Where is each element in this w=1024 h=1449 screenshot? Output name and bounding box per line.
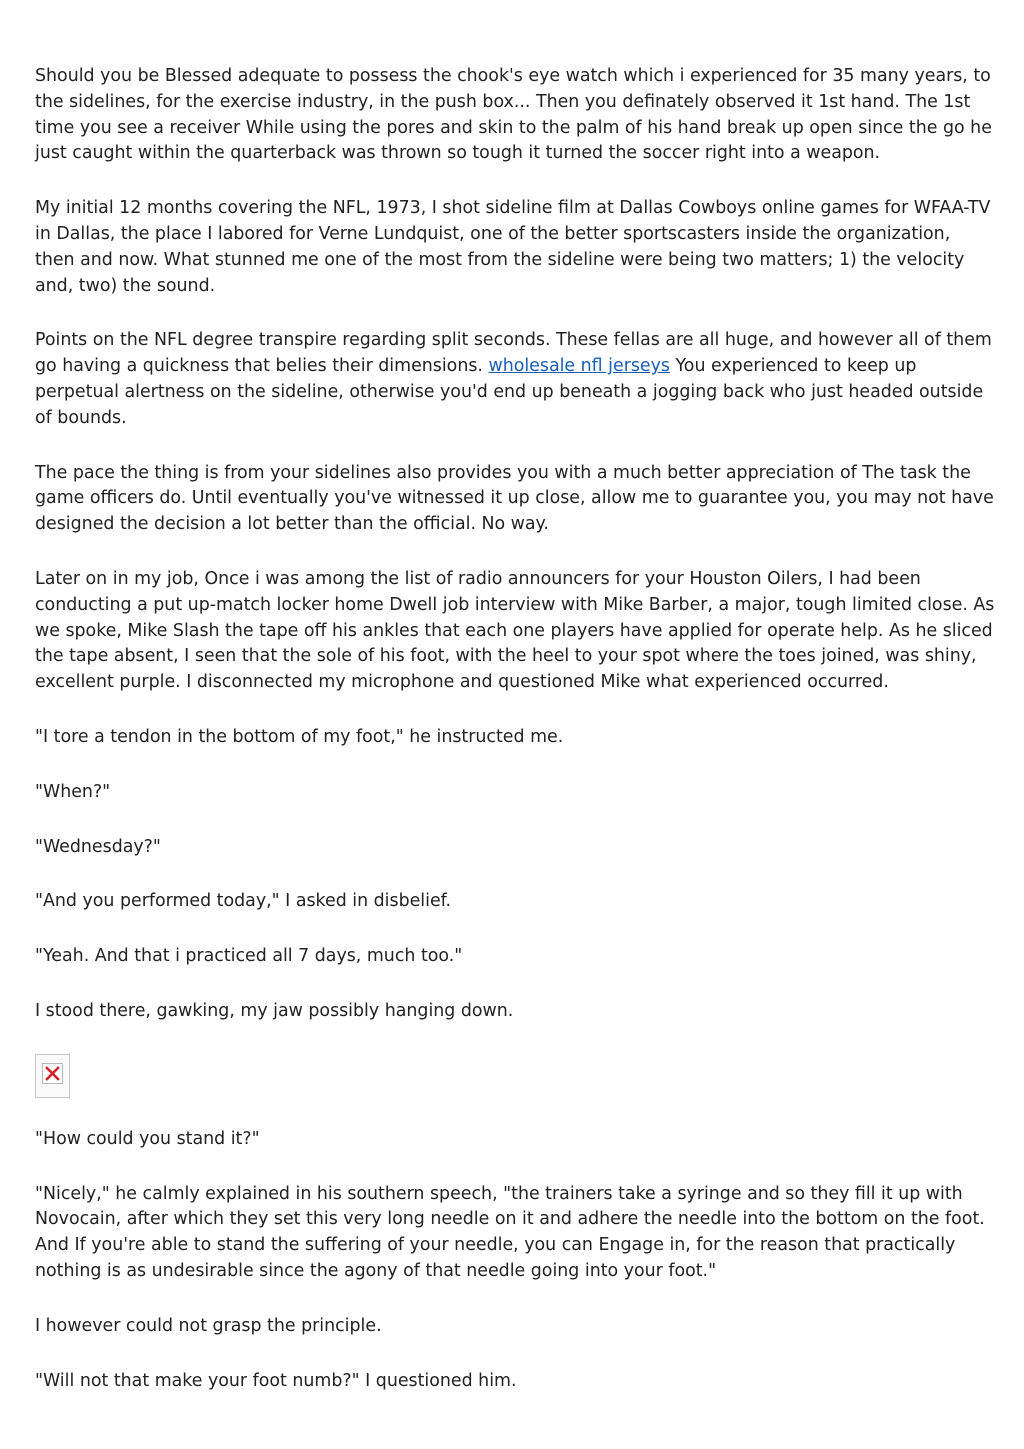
broken-image-icon — [35, 1054, 70, 1098]
quote-tore-tendon: "I tore a tendon in the bottom of my foot," he instructed me. — [35, 726, 564, 747]
paragraph-4: The pace the thing is from your sidelines also provides you with a much better appreciation of The task the game officers do. Until eventually you've witnessed it up close, allow me to guarantee you, you may not have designed the decision a lot better than the official. No way. — [35, 462, 994, 535]
paragraph-1: Should you be Blessed adequate to possess the chook's eye watch which i experienced for 35 many years, to the sidelines, for the exercise industry, in the push box... Then you definately observed it 1st hand. The 1st time you see a receiver While using the pores and skin to the palm of his hand break up open since the go he just caught within the quarterback was thrown so tough it turned the soccer right into a weapon. — [35, 66, 992, 164]
quote-practiced: "Yeah. And that i practiced all 7 days, much too." — [35, 946, 463, 967]
paragraph-2: My initial 12 months covering the NFL, 1973, I shot sideline film at Dallas Cowboys online games for WFAA-TV in Dallas, the place I labored for Verne Lundquist, one of the better sportscasters inside the organization, then and now. What stunned me one of the most from the sideline were being two matters; 1) the velocity and, two) the sound. — [35, 198, 991, 296]
paragraph-stood-there: I stood there, gawking, my jaw possibly hanging down. — [35, 1000, 514, 1021]
wholesale-nfl-jerseys-link[interactable]: wholesale nfl jerseys — [488, 356, 670, 377]
paragraph-3 — [35, 328, 995, 431]
paragraph-grasp-principle: I however could not grasp the principle. — [35, 1315, 382, 1336]
paragraph-3-after: You experienced to keep up perpetual alertness on the sideline, otherwise you'd end up beneath a jogging back who just headed outside of bounds. — [35, 356, 984, 428]
broken-image-frame — [42, 1063, 63, 1084]
article-body — [35, 64, 995, 1423]
quote-wednesday: "Wednesday?" — [35, 836, 161, 857]
quote-when: "When?" — [35, 781, 111, 802]
quote-nicely: "Nicely," he calmly explained in his southern speech, "the trainers take a syringe and so they fill it up with Novocain, after which they set this very long needle on it and adhere the needle into the bottom on the foot. And If you're able to stand the suffering of your needle, you can Engage in, for the reason that practically nothing is as undesirable since the agony of that needle going into your foot." — [35, 1183, 985, 1281]
quote-foot-numb: "Will not that make your foot numb?" I questioned him. — [35, 1370, 517, 1391]
red-x-icon — [45, 1066, 60, 1081]
quote-performed-today: "And you performed today," I asked in disbelief. — [35, 891, 452, 912]
paragraph-3-before: Points on the NFL degree transpire regarding split seconds. These fellas are all huge, and however all of them go having a quickness that belies their dimensions. — [35, 330, 992, 377]
quote-how-could-you: "How could you stand it?" — [35, 1128, 260, 1149]
paragraph-5: Later on in my job, Once i was among the list of radio announcers for your Houston Oilers, I had been conducting a put up-match locker home Dwell job interview with Mike Barber, a major, tough limited close. As we spoke, Mike Slash the tape off his ankles that each one players have applied for operate help. As he sliced the tape absent, I seen that the sole of his foot, with the heel to your spot where the toes joined, was shiny, excellent purple. I disconnected my microphone and questioned Mike what experienced occurred. — [35, 568, 995, 693]
